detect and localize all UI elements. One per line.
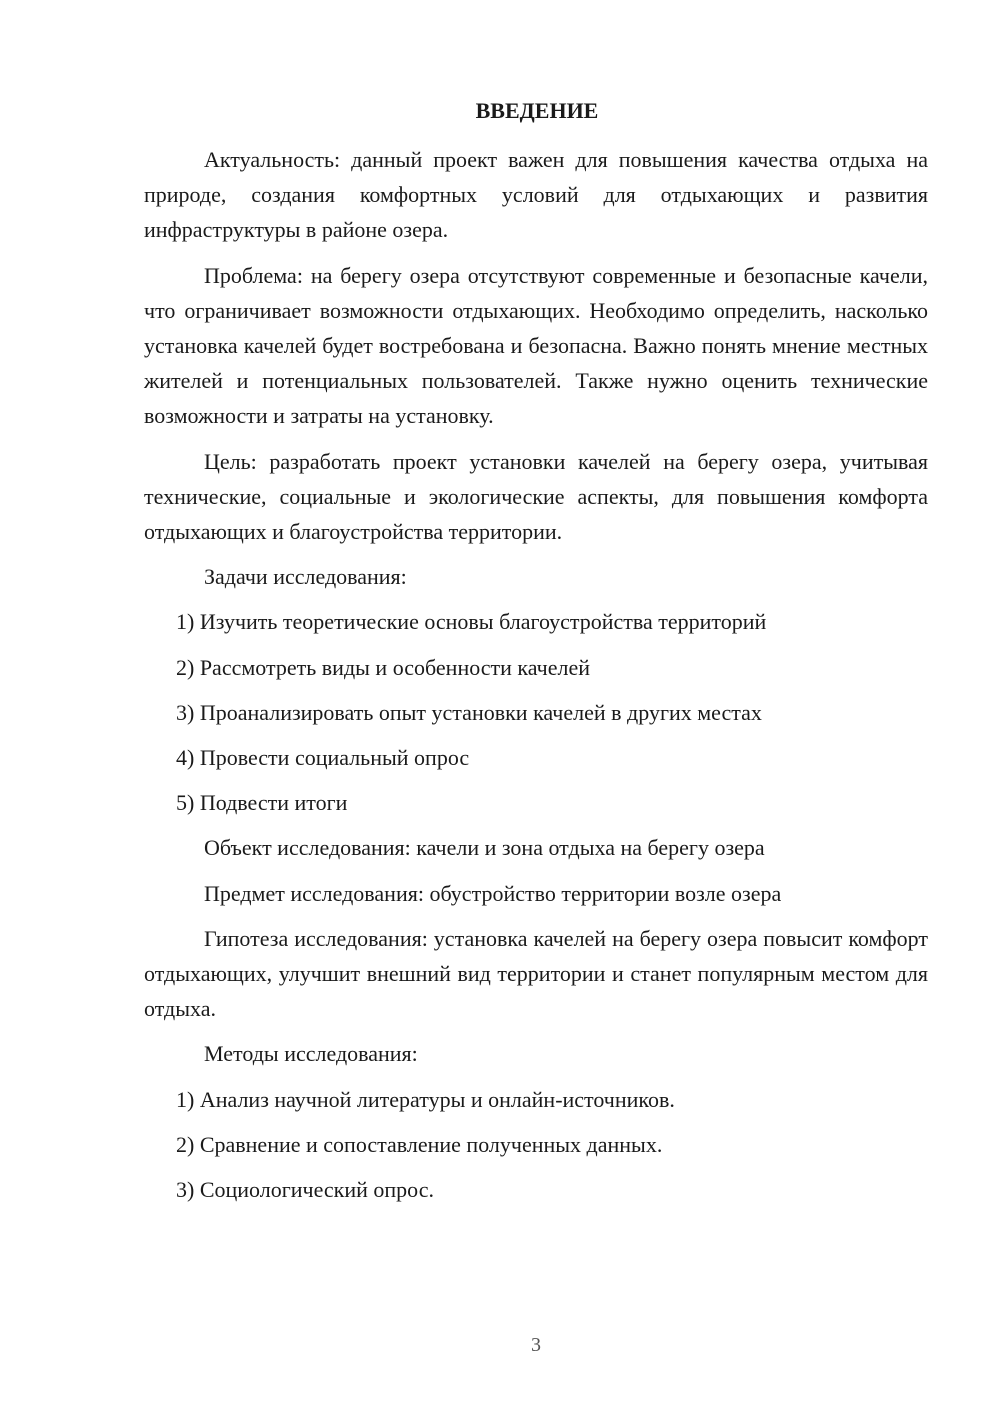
task-item: 4) Провести социальный опрос <box>176 745 470 771</box>
section-title: ВВЕДЕНИЕ <box>475 98 599 123</box>
method-item: 1) Анализ научной литературы и онлайн-источников. <box>176 1086 675 1112</box>
page-number: 3 <box>531 1334 541 1356</box>
problem-paragraph: Проблема: на берегу озера отсутствуют современные и безопасные качели, что ограничивает возможности отдыхающих. Необходимо определить, насколько установка качелей будет востребована и безопасна. Важно понять мнение местных жителей и потенциальных пользователей. Также нужно оценить технические возможности и затраты на установку. <box>144 262 928 429</box>
object-paragraph: Объект исследования: качели и зона отдыха на берегу озера <box>204 835 765 861</box>
method-item: 3) Социологический опрос. <box>176 1177 434 1203</box>
subject-paragraph: Предмет исследования: обустройство территории возле озера <box>204 880 782 906</box>
document-body <box>144 142 928 1217</box>
task-item: 2) Рассмотреть виды и особенности качелей <box>176 654 591 680</box>
method-item: 2) Сравнение и сопоставление полученных данных. <box>176 1131 663 1157</box>
task-item: 3) Проанализировать опыт установки качелей в других местах <box>176 699 762 725</box>
methods-heading: Методы исследования: <box>204 1041 418 1067</box>
relevance-paragraph: Актуальность: данный проект важен для повышения качества отдыха на природе, создания комфортных условий для отдыхающих и развития инфраструктуры в районе озера. <box>144 147 928 243</box>
hypothesis-paragraph: Гипотеза исследования: установка качелей на берегу озера повысит комфорт отдыхающих, улучшит внешний вид территории и станет популярным местом для отдыха. <box>144 925 928 1022</box>
task-item: 1) Изучить теоретические основы благоустройства территорий <box>176 609 767 635</box>
tasks-heading: Задачи исследования: <box>204 564 407 590</box>
task-item: 5) Подвести итоги <box>176 790 348 816</box>
goal-paragraph: Цель: разработать проект установки качелей на берегу озера, учитывая технические, социальные и экологические аспекты, для повышения комфорта отдыхающих и благоустройства территории. <box>144 448 928 545</box>
